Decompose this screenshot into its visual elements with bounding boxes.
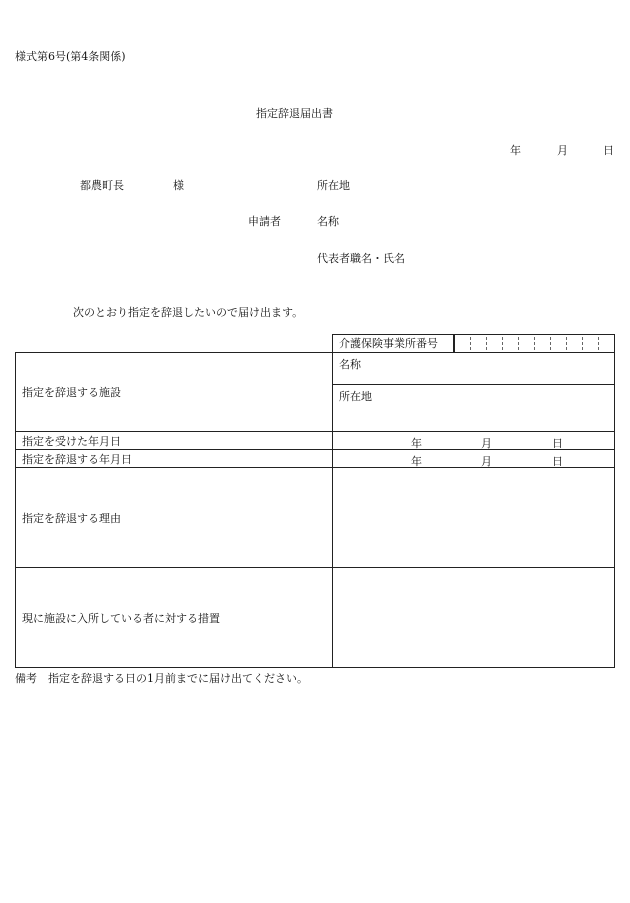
- facility-name-label: 名称: [339, 358, 361, 371]
- withdrawal-day: 日: [552, 455, 563, 468]
- digit-divider: [502, 337, 503, 350]
- form-number: 様式第6号(第4条関係): [15, 50, 126, 63]
- designated-date-label: 指定を受けた年月日: [16, 432, 333, 450]
- addressee-honorific: 様: [173, 179, 184, 192]
- facility-cell[interactable]: [333, 353, 615, 432]
- provider-number-label: 介護保険事業所番号: [339, 337, 438, 350]
- withdrawal-date-cell[interactable]: [333, 450, 615, 468]
- digit-divider: [566, 337, 567, 350]
- withdrawal-form-table: [15, 352, 615, 668]
- reason-row: [16, 468, 615, 568]
- digit-divider: [598, 337, 599, 350]
- addressee-name: 都農町長: [80, 179, 124, 192]
- measures-row: [16, 568, 615, 668]
- facility-row: [16, 353, 615, 432]
- facility-label: 指定を辞退する施設: [16, 353, 333, 432]
- facility-divider: [333, 384, 614, 385]
- designated-date-cell[interactable]: [333, 432, 615, 450]
- date-day: 日: [603, 144, 614, 157]
- applicant-location-label: 所在地: [317, 179, 350, 192]
- provider-number-input[interactable]: [453, 334, 615, 353]
- intro-text: 次のとおり指定を辞退したいので届け出ます。: [73, 306, 304, 319]
- digit-divider: [470, 337, 471, 350]
- withdrawal-year: 年: [411, 455, 422, 468]
- designated-date-row: [16, 432, 615, 450]
- reason-label: 指定を辞退する理由: [16, 468, 333, 568]
- withdrawal-date-label: 指定を辞退する年月日: [16, 450, 333, 468]
- designated-day: 日: [552, 437, 563, 450]
- document-title: 指定辞退届出書: [256, 107, 333, 120]
- withdrawal-month: 月: [481, 455, 492, 468]
- digit-divider: [582, 337, 583, 350]
- digit-divider: [486, 337, 487, 350]
- applicant-name-label: 名称: [317, 215, 339, 228]
- date-year: 年: [510, 144, 521, 157]
- date-month: 月: [557, 144, 568, 157]
- digit-divider: [518, 337, 519, 350]
- remarks: 備考 指定を辞退する日の1月前までに届け出てください。: [15, 672, 308, 685]
- designated-year: 年: [411, 437, 422, 450]
- digit-divider: [550, 337, 551, 350]
- withdrawal-date-row: [16, 450, 615, 468]
- measures-cell[interactable]: [333, 568, 615, 668]
- applicant-label: 申請者: [248, 215, 281, 228]
- measures-label: 現に施設に入所している者に対する措置: [16, 568, 333, 668]
- designated-month: 月: [481, 437, 492, 450]
- digit-divider: [534, 337, 535, 350]
- reason-cell[interactable]: [333, 468, 615, 568]
- applicant-representative-label: 代表者職名・氏名: [317, 252, 405, 265]
- provider-number-label-box: [332, 334, 455, 353]
- facility-location-label: 所在地: [339, 390, 372, 403]
